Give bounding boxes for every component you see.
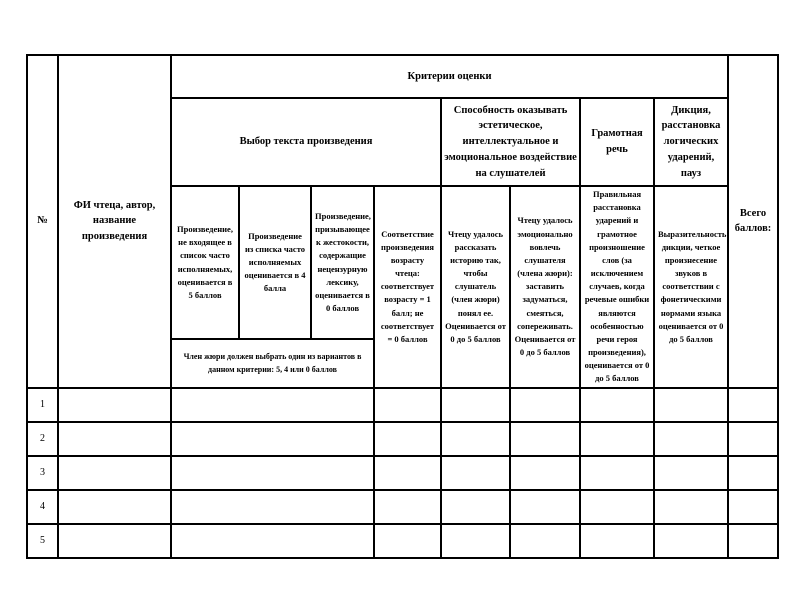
table-row [27, 524, 778, 558]
score-cell-story-understood [441, 388, 510, 422]
score-cell-emotional-involvement [510, 388, 580, 422]
score-cell-story-understood [441, 456, 510, 490]
score-cell-emotional-involvement [510, 422, 580, 456]
reader-cell [58, 456, 171, 490]
criterion-correct-stress: Правильная расстановка ударений и грамотное произношение слов (за исключением случаев, когда речевые ошибки являются особенностью речи героя произведения), оценивается от 0 до 5 баллов [580, 186, 654, 388]
score-cell-correct-stress [580, 456, 654, 490]
jury-note: Член жюри должен выбрать один из вариантов в данном критерии: 5, 4 или 0 баллов [171, 339, 374, 388]
row-number-cell: 1 [27, 388, 58, 422]
table-row [27, 490, 778, 524]
total-score-cell [728, 388, 778, 422]
score-cell-expressive-diction [654, 524, 728, 558]
score-cell-correct-stress [580, 524, 654, 558]
score-cell-emotional-involvement [510, 524, 580, 558]
score-cell-story-understood [441, 490, 510, 524]
reader-cell [58, 524, 171, 558]
group-header-impact: Способность оказывать эстетическое, интеллектуальное и эмоциональное воздействие на слушателей [441, 98, 580, 186]
score-cell-text-selection [171, 388, 374, 422]
criterion-emotional-involvement: Чтецу удалось эмоционально вовлечь слушателя (члена жюри): заставить задуматься, смеяться, сопереживать. Оценивается от 0 до 5 баллов [510, 186, 580, 388]
score-cell-expressive-diction [654, 388, 728, 422]
total-score-cell [728, 490, 778, 524]
criterion-not-in-list-5: Произведение, не входящее в список часто исполняемых, оценивается в 5 баллов [171, 186, 239, 339]
score-cell-expressive-diction [654, 456, 728, 490]
reader-cell [58, 422, 171, 456]
number-column-header: № [27, 55, 58, 388]
reader-cell [58, 388, 171, 422]
score-cell-emotional-involvement [510, 456, 580, 490]
score-cell-age-match [374, 524, 441, 558]
score-cell-text-selection [171, 490, 374, 524]
score-cell-correct-stress [580, 422, 654, 456]
score-cell-expressive-diction [654, 490, 728, 524]
table-row [27, 388, 778, 422]
score-cell-correct-stress [580, 490, 654, 524]
score-cell-expressive-diction [654, 422, 728, 456]
criterion-age-match: Соответствие произведения возрасту чтеца: соответствует возрасту = 1 балл; не соответствует = 0 баллов [374, 186, 441, 388]
table-row [27, 456, 778, 490]
total-column-header: Всего баллов: [728, 55, 778, 388]
row-number-cell: 3 [27, 456, 58, 490]
score-cell-age-match [374, 422, 441, 456]
score-cell-story-understood [441, 524, 510, 558]
criterion-cruelty-0: Произведение, призывающее к жестокости, содержащие нецензурную лексику, оценивается в 0 баллов [311, 186, 374, 339]
evaluation-score-table [26, 54, 779, 559]
score-cell-age-match [374, 456, 441, 490]
row-number-cell: 2 [27, 422, 58, 456]
score-cell-story-understood [441, 422, 510, 456]
reader-column-header: ФИ чтеца, автор, название произведения [58, 55, 171, 388]
total-score-cell [728, 524, 778, 558]
criterion-from-list-4: Произведение из списка часто исполняемых оценивается в 4 балла [239, 186, 311, 339]
score-cell-text-selection [171, 456, 374, 490]
score-cell-emotional-involvement [510, 490, 580, 524]
criterion-story-understood: Чтецу удалось рассказать историю так, чтобы слушатель (член жюри) понял ее. Оценивается от 0 до 5 баллов [441, 186, 510, 388]
group-header-speech: Грамотная речь [580, 98, 654, 186]
table-row [27, 422, 778, 456]
reader-cell [58, 490, 171, 524]
score-cell-correct-stress [580, 388, 654, 422]
score-cell-text-selection [171, 422, 374, 456]
row-number-cell: 4 [27, 490, 58, 524]
group-header-diction: Дикция, расстановка логических ударений, пауз [654, 98, 728, 186]
criteria-section-header: Критерии оценки [171, 55, 728, 98]
group-header-text-selection: Выбор текста произведения [171, 98, 441, 186]
score-cell-text-selection [171, 524, 374, 558]
score-cell-age-match [374, 388, 441, 422]
total-score-cell [728, 422, 778, 456]
row-number-cell: 5 [27, 524, 58, 558]
score-cell-age-match [374, 490, 441, 524]
total-score-cell [728, 456, 778, 490]
criterion-expressive-diction: Выразительность дикции, четкое произнесение звуков в соответствии с фонетическими нормами языка оценивается от 0 до 5 баллов [654, 186, 728, 388]
